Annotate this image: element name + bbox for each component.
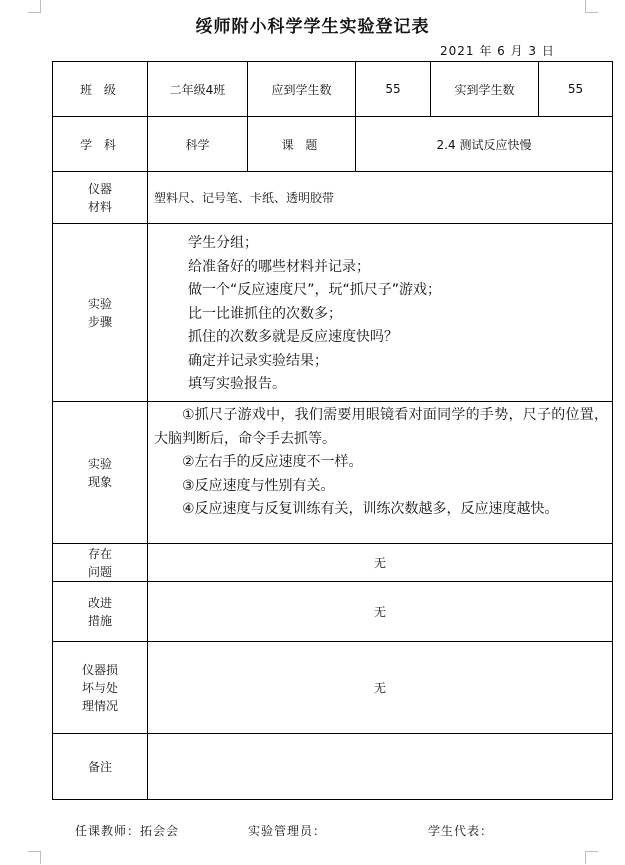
phenomena-label-line2: 现象	[87, 474, 112, 489]
step-item: 做一个“反应速度尺”，玩“抓尺子”游戏；	[188, 282, 442, 298]
footer-lab-manager: 实验管理员：	[248, 824, 327, 838]
table-row-steps	[53, 224, 613, 402]
phenomena-content	[148, 402, 613, 544]
subject-value: 科学	[148, 117, 248, 172]
measures-label-line1: 改进	[87, 595, 112, 610]
table-row-problems	[53, 544, 613, 582]
phenomena-label-line1: 实验	[87, 456, 112, 471]
steps-label	[53, 224, 148, 402]
measures-label-line2: 措施	[87, 613, 112, 628]
footer-student-representative: 学生代表：	[428, 824, 494, 838]
phenomenon-item: ①抓尺子游戏中，我们需要用眼镜看对面同学的手势，尺子的位置，大脑判断后，命令手去抓等。	[154, 407, 608, 447]
damage-label-line1: 仪器损	[81, 662, 118, 677]
phenomenon-item: ③反应速度与性别有关。	[182, 477, 335, 494]
materials-label-line2: 材料	[87, 199, 112, 214]
footer-teacher: 任课教师：拓会会	[75, 824, 180, 838]
subject-label: 学 科	[53, 117, 148, 172]
steps-label-line2: 步骤	[87, 314, 112, 329]
measures-label	[53, 582, 148, 642]
damage-label-line3: 理情况	[81, 698, 118, 713]
step-item: 学生分组；	[188, 235, 258, 251]
step-item: 抓住的次数多就是反应速度快吗？	[188, 329, 398, 345]
step-item: 给准备好的哪些材料并记录；	[188, 258, 370, 275]
problems-value: 无	[148, 544, 613, 582]
steps-label-line1: 实验	[87, 296, 112, 311]
remarks-value	[148, 734, 613, 800]
step-item: 填写实验报告。	[188, 376, 286, 392]
table-row-damage	[53, 642, 613, 734]
step-item: 确定并记录实验结果；	[188, 352, 328, 369]
page-title: 绥师附小科学学生实验登记表	[195, 17, 430, 37]
phenomena-label	[53, 402, 148, 544]
expected-students-value: 55	[356, 62, 431, 117]
phenomenon-item: ④反应速度与反复训练有关，训练次数越多，反应速度越快。	[182, 501, 559, 517]
crop-mark-bottom-right	[585, 851, 598, 864]
measures-value: 无	[148, 582, 613, 642]
class-label: 班 级	[53, 62, 148, 117]
problems-label-line2: 问题	[87, 564, 112, 579]
topic-label: 课 题	[248, 117, 356, 172]
materials-label-line1: 仪器	[87, 181, 112, 196]
table-row-class	[53, 62, 613, 117]
record-date: 2021 年 6 月 3 日	[440, 44, 555, 58]
topic-value: 2.4 测试反应快慢	[356, 117, 613, 172]
problems-label-line1: 存在	[87, 546, 112, 561]
table-row-measures	[53, 582, 613, 642]
damage-label-line2: 坏与处	[81, 680, 118, 695]
table-row-materials	[53, 172, 613, 224]
experiment-register-table	[52, 61, 613, 800]
table-row-remarks	[53, 734, 613, 800]
crop-mark-bottom-left	[28, 851, 41, 864]
damage-label	[53, 642, 148, 734]
problems-label	[53, 544, 148, 582]
materials-label	[53, 172, 148, 224]
actual-students-value: 55	[539, 62, 613, 117]
table-row-phenomena	[53, 402, 613, 544]
remarks-label: 备注	[53, 734, 148, 800]
class-value: 二年级4班	[148, 62, 248, 117]
table-row-subject	[53, 117, 613, 172]
phenomenon-item: ②左右手的反应速度不一样。	[182, 454, 363, 470]
damage-value: 无	[148, 642, 613, 734]
steps-content	[148, 224, 613, 402]
expected-students-label: 应到学生数	[248, 62, 356, 117]
materials-value: 塑料尺、记号笔、卡纸、透明胶带	[148, 172, 613, 224]
actual-students-label: 实到学生数	[431, 62, 539, 117]
step-item: 比一比谁抓住的次数多；	[188, 305, 342, 322]
